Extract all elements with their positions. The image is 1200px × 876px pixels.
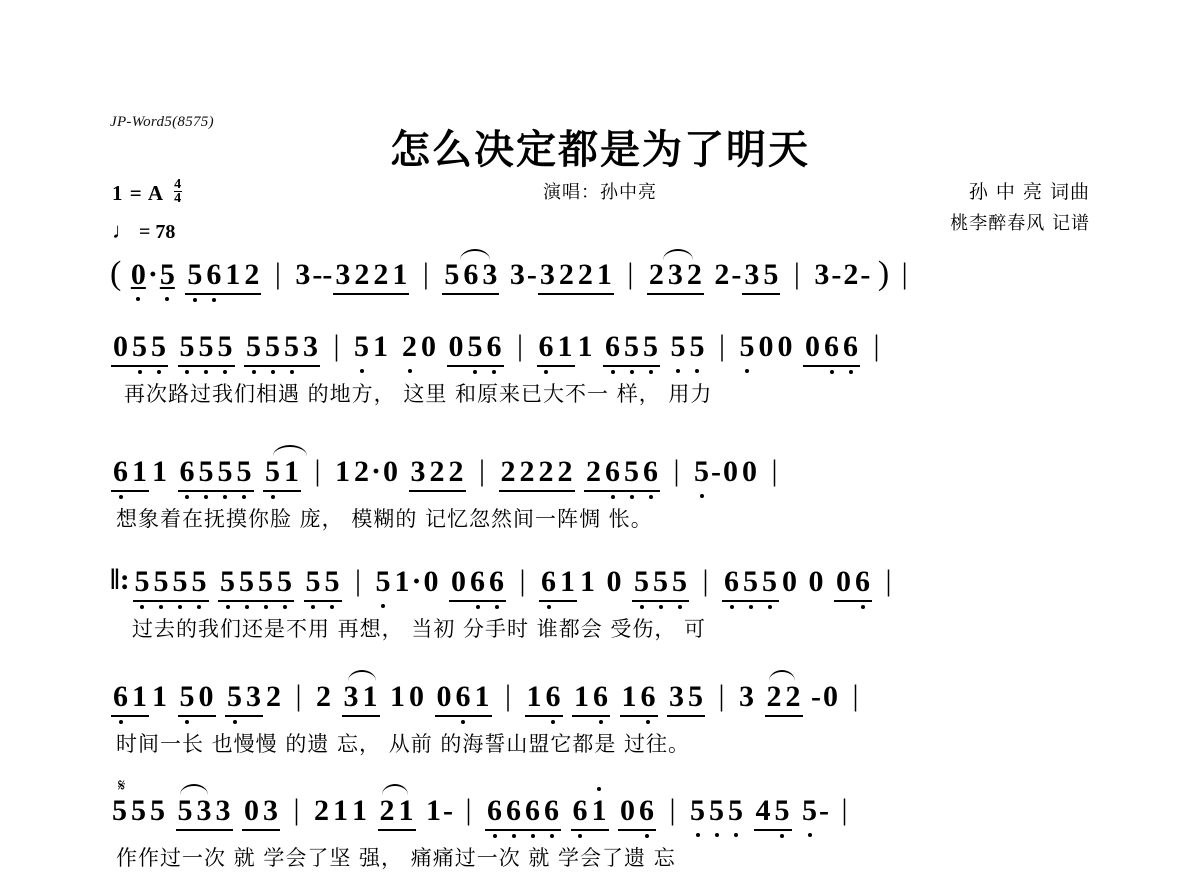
note-group: 5 1 [263,455,301,492]
measure: 2 3 2 2- 3 5 [646,258,782,295]
note-group: 1 6 [525,680,563,717]
close-paren: ) [877,255,890,292]
barline: | [465,793,472,826]
measure: 0·5 5 6 1 2 [129,258,263,295]
credit-score: 桃李醉春风 记谱 [950,213,1090,234]
measure: 5 1·0 0 6 6 [374,565,508,602]
measure [498,455,662,492]
note-group: 5 6 3 [442,258,499,295]
note-group: 0 6 1 [435,680,492,717]
note-group: 6 5 5 [603,330,660,367]
credits-block [950,176,1090,240]
note-group: 6 5 5 5 [178,455,254,492]
time-signature [174,178,182,205]
measure: 1 2·0 3 2 2 [333,455,467,492]
note-group: 6 1 [111,455,149,492]
barline: | [504,679,511,712]
note-group: 2 3 2 [647,258,704,295]
measure: 2 1 1 2 1 1- [312,794,453,831]
barline: | [354,564,361,597]
key-prefix: 1 = [112,181,143,205]
note-group: 1 6 [572,680,610,717]
system-chorus-line1 [0,778,1200,876]
barline: | [718,679,725,712]
barline: | [771,454,778,487]
measure: 2 3 1 1 0 0 6 1 [314,680,493,717]
note-group: 5 3 [225,680,263,717]
measure: 6 1 1 6 5 5 5 5 1 [110,455,302,492]
measure: 5 5 5 5 3 3 0 3 [110,794,281,831]
time-denominator: 4 [174,191,183,206]
note-group: 0 6 6 [803,330,860,367]
measure: 6 1 1 0 5 5 5 [538,565,690,602]
measure [484,794,657,831]
note-group: 0 6 [834,565,872,602]
note-group: 5 3 3 [176,794,233,831]
note-group: 3 2 2 1 [333,258,409,295]
barline: | [901,257,908,290]
system-intro [0,255,1200,303]
note-group: 6 6 6 6 [485,794,561,831]
notes-row-verse1-line2 [110,455,1090,503]
barline: | [519,564,526,597]
note: 5 [159,258,175,291]
note-group: 5 5 5 3 [244,330,320,367]
barline: | [478,454,485,487]
note-group: 3 2 2 1 [538,258,614,295]
measure: 5-0 0 [694,455,757,488]
barline: | [793,257,800,290]
note-group: 2 6 5 6 [584,455,660,492]
barline: | [885,564,892,597]
note-group: 2 1 [378,794,416,831]
barline: | [718,329,725,362]
barline: | [702,564,709,597]
key-signature [112,178,182,206]
measure: 6 1 1 6 5 5 5 5 [536,330,707,367]
time-numerator: 4 [174,177,183,192]
measure: 6 1 1 5 0 5 3 2 [110,680,283,717]
note-group: 3 2 2 [409,455,466,492]
measure [524,680,707,717]
watermark-label: JP-Word5(8575) [110,114,214,130]
tempo-marking [112,218,175,244]
credit-lyrics: 孙 中 亮 词曲 [968,181,1090,203]
barline: | [841,793,848,826]
measure: 3-2- ) [814,255,890,292]
system-verse1-line1 [0,330,1200,412]
note-group: 6 1 [111,680,149,717]
tempo-equals: = [139,221,151,243]
note-group: 5 5 5 [178,330,235,367]
barline: | [673,454,680,487]
system-verse1-line2 [0,455,1200,537]
note-group: 6 1 [571,794,609,831]
key-value: A [147,181,163,205]
note-group: 0 5 5 [111,330,168,367]
note-group: 5 5 5 [632,565,689,602]
note-group: 6 1 [539,565,577,602]
open-paren: ( [110,255,122,292]
singer-label: 演唱：孙中亮 [543,182,657,203]
note-group: 0 6 6 [449,565,506,602]
lyric-row-verse1-line2: 想象着在抚摸你脸 庞， 模糊的 记忆忽然间一阵惆 怅。 [116,507,653,531]
lyric-row-verse2-line2: 时间一长 也慢慢 的遗 忘， 从前 的海誓山盟它都是 过往。 [116,732,691,756]
measure: 5 0 0 0 6 6 [738,330,862,367]
barline: | [627,257,634,290]
note-group: 6 1 [537,330,575,367]
measure: 3 2 2 -0 [737,680,840,717]
system-verse2-line1 [0,565,1200,647]
barline: | [422,257,429,290]
measure [132,565,343,602]
barline: | [293,793,300,826]
barline: | [314,454,321,487]
notes-row-chorus-line1 [110,794,1090,842]
measure [110,330,321,367]
barline: | [669,793,676,826]
segno-icon: 𝄋 [118,776,126,795]
measure: 5 5 5 4 5 5- [688,794,829,831]
barline: | [295,679,302,712]
note-group: 2 2 [765,680,803,717]
notes-row-verse1-line1 [110,330,1090,378]
notes-row-verse2-line2 [110,680,1090,728]
page-title: 怎么决定都是为了明天 [390,127,810,173]
notes-row-intro [110,255,1090,303]
barline: | [333,329,340,362]
note-group: 6 5 5 [722,565,779,602]
note-group: 5 5 5 5 [133,565,209,602]
note-group: 3 5 [667,680,705,717]
lyric-row-verse2-line1: 过去的我们还是不用 再想， 当初 分手时 谁都会 受伤， 可 [132,617,707,641]
note-group: 5 5 [304,565,342,602]
note: 0 [130,258,146,291]
note-group: 5 6 1 2 [185,258,261,295]
barline: | [873,329,880,362]
note-group: 2 2 2 2 [499,455,575,492]
measure: 3-- 3 2 2 1 [293,258,410,295]
tempo-value: 78 [155,221,176,243]
barline: | [274,257,281,290]
lyric-row-chorus-line1: 作作过一次 就 学会了坚 强， 痛痛过一次 就 学会了遗 忘 [116,846,676,870]
note-group: 4 5 [754,794,792,831]
barline: | [516,329,523,362]
note-group: 1 6 [620,680,658,717]
measure: 5 1 2 0 0 5 6 [352,330,505,367]
note-group: 0 5 6 [447,330,504,367]
barline: | [852,679,859,712]
note-group: 0 3 [242,794,280,831]
lyric-row-verse1-line1: 再次路过我们相遇 的地方， 这里 和原来已大不一 样， 用力 [124,382,713,406]
repeat-start-icon: ‖: [110,563,130,596]
measure: 6 5 5 0 0 0 6 [721,565,873,602]
note-group: 5 5 5 5 [218,565,294,602]
note-group: 5 0 [178,680,216,717]
note-group: 3 1 [342,680,380,717]
system-verse2-line2 [0,680,1200,762]
notes-row-verse2-line1 [110,565,1090,613]
note-group: 3 5 [742,258,780,295]
quarter-note-icon: ♩ [112,218,134,243]
measure: 5 6 3 3- 3 2 2 1 [441,258,615,295]
note-group: 0 6 [618,794,656,831]
